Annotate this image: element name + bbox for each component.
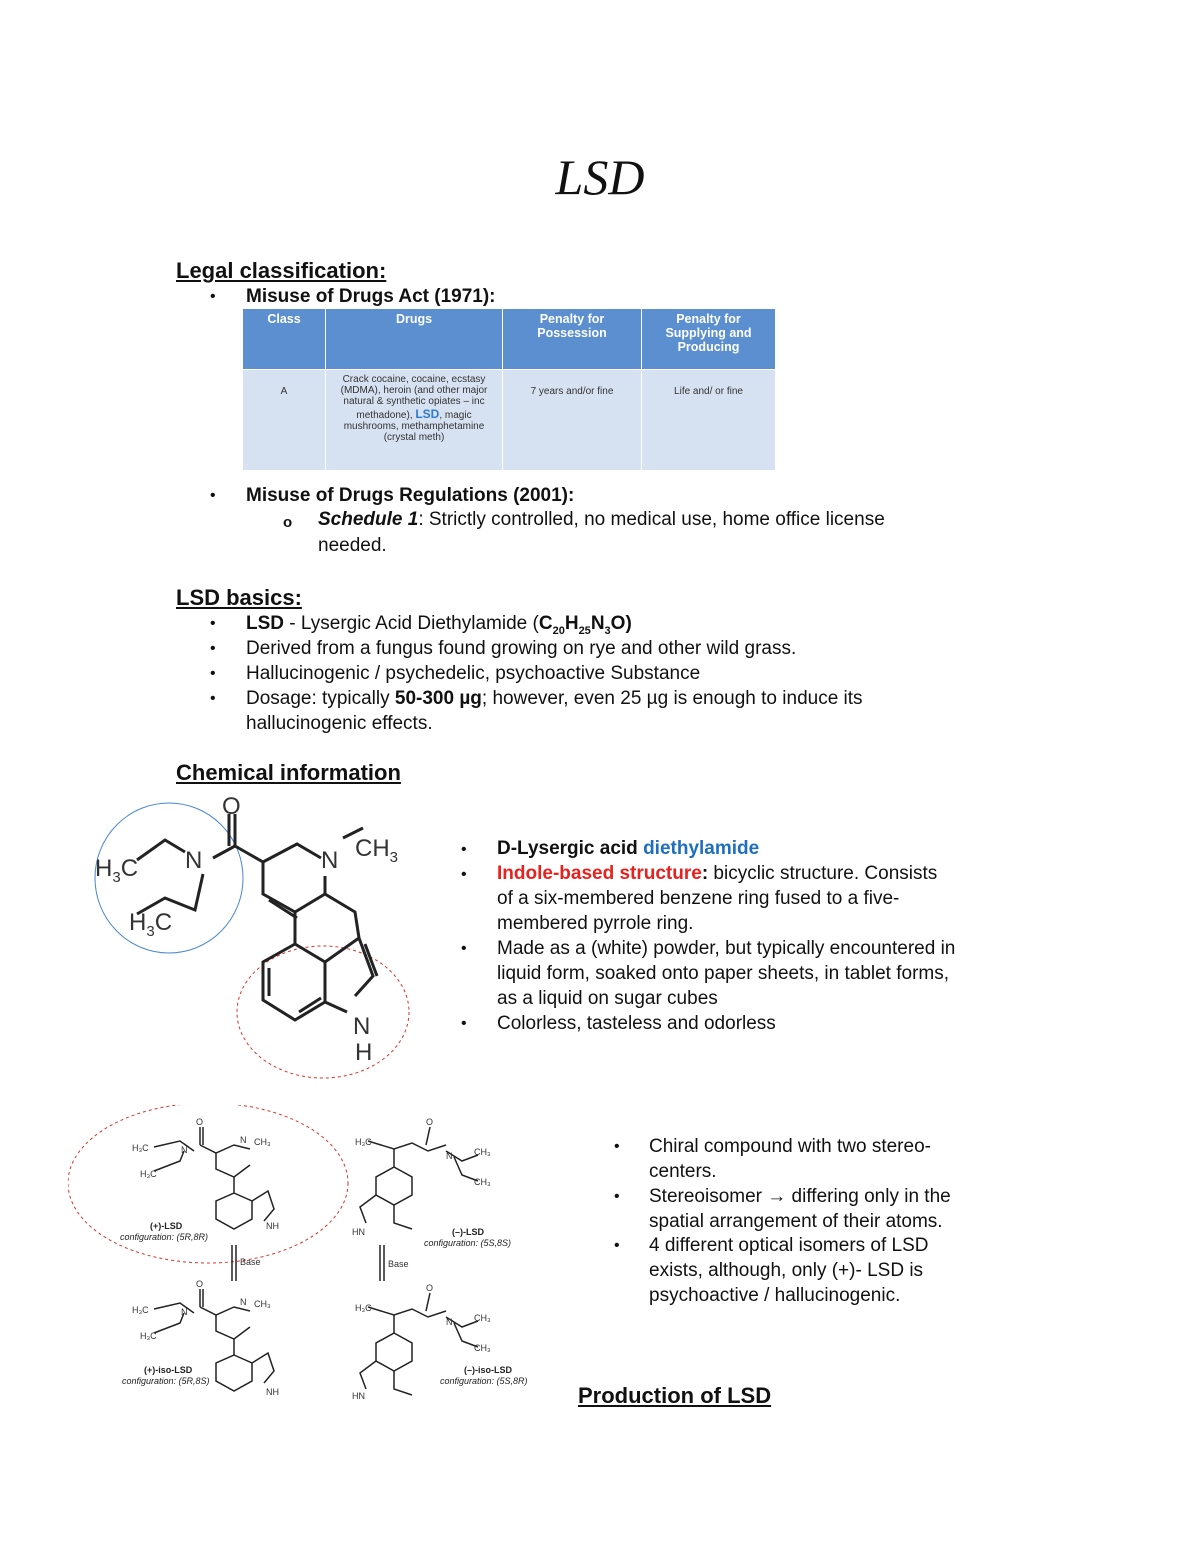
- stereo-b: differing only in the: [786, 1186, 951, 1207]
- svg-text:HN: HN: [352, 1391, 365, 1401]
- formula-close: ): [625, 613, 632, 634]
- table-cell-drugs: [326, 370, 503, 471]
- svg-text:NH: NH: [266, 1387, 279, 1397]
- svg-text:N: N: [240, 1135, 247, 1145]
- bullet: •: [210, 690, 216, 707]
- chem-heading: Chemical information: [176, 760, 401, 785]
- indole-colon: :: [701, 863, 709, 884]
- chem-item-indole: [497, 861, 1037, 886]
- arrow-icon: →: [767, 1186, 787, 1207]
- bullet: •: [461, 841, 467, 858]
- stereo-item-chiral: Chiral compound with two stereo-: [649, 1136, 931, 1157]
- svg-text:N: N: [321, 847, 339, 874]
- chem-item-form: Made as a (white) powder, but typically encountered in: [497, 938, 956, 959]
- chem-item-name: [497, 836, 759, 861]
- svg-text:N: N: [446, 1151, 453, 1161]
- svg-text:O: O: [196, 1279, 204, 1289]
- dosage-b: ; however, even 25 µg is enough to induce its: [481, 688, 863, 709]
- dosage-a: Dosage: typically: [246, 688, 395, 709]
- isomer-config-2: configuration: (5S,8S): [424, 1238, 512, 1248]
- table-cell-supplying: Life and/ or fine: [642, 370, 776, 471]
- svg-text:O: O: [426, 1283, 434, 1293]
- legal-item-act: Misuse of Drugs Act (1971):: [246, 286, 496, 307]
- bullet: •: [461, 1015, 467, 1032]
- isomer-name-1: (+)-LSD: [150, 1221, 183, 1231]
- svg-text:Base: Base: [240, 1257, 261, 1267]
- svg-text:H₃C: H₃C: [132, 1305, 149, 1315]
- schedule-text-cont: needed.: [318, 535, 387, 556]
- bullet: •: [210, 288, 216, 305]
- bullet: •: [210, 615, 216, 632]
- lsd-bold: LSD: [246, 613, 284, 634]
- lsd-bonds: [137, 814, 377, 1020]
- svg-text:O: O: [196, 1117, 204, 1127]
- table-header-class: Class: [243, 309, 326, 370]
- formula: $C_{20}H_{25}N_3O$: [538, 613, 626, 637]
- legal-heading: Legal classification:: [176, 258, 387, 283]
- svg-text:CH₃: CH₃: [474, 1177, 491, 1187]
- dosage-cont: hallucinogenic effects.: [246, 713, 433, 734]
- svg-text:N: N: [353, 1013, 371, 1040]
- svg-text:N: N: [446, 1317, 453, 1327]
- stereo-isomers-line-2: exists, although, only (+)- LSD is: [649, 1260, 924, 1281]
- bullet: •: [461, 866, 467, 883]
- bullet: •: [614, 1237, 620, 1254]
- drugs-text-before: Crack cocaine, cocaine, ecstasy (MDMA), heroin (and other major natural & synthetic opiates – inc methadone),: [340, 374, 488, 421]
- svg-text:Base: Base: [388, 1259, 409, 1269]
- table-cell-possession: 7 years and/or fine: [503, 370, 642, 471]
- chem-name-a: D-Lysergic acid: [497, 838, 644, 859]
- bullet: •: [210, 640, 216, 657]
- svg-text:HN: HN: [352, 1227, 365, 1237]
- svg-text:CH3: $CH_3$: [355, 835, 399, 866]
- chem-form-line-2: liquid form, soaked onto paper sheets, in tablet forms,: [497, 963, 950, 984]
- isomer-config-1: configuration: (5R,8R): [120, 1232, 209, 1242]
- drugs-text-lsd: LSD: [415, 407, 440, 421]
- table-header-drugs: Drugs: [326, 309, 503, 370]
- table-header-supplying: Penalty for Supplying and Producing: [642, 309, 776, 370]
- bullet: •: [461, 940, 467, 957]
- basics-item-type: Hallucinogenic / psychedelic, psychoactive Substance: [246, 663, 701, 684]
- bullet: •: [614, 1138, 620, 1155]
- production-heading: Production of LSD: [578, 1383, 772, 1408]
- svg-text:H3C: $H_3C$: [129, 909, 173, 940]
- svg-text:N: N: [185, 847, 203, 874]
- svg-text:H3C: $H_3C$: [95, 855, 139, 886]
- basics-item-origin: Derived from a fungus found growing on rye and other wild grass.: [246, 638, 797, 659]
- indole-text: bicyclic structure. Consists: [708, 863, 938, 884]
- isomer-name-4: (–)-iso-LSD: [464, 1365, 512, 1375]
- svg-text:NH: NH: [266, 1221, 279, 1231]
- indole-line-2: of a six-membered benzene ring fused to a five-: [497, 888, 900, 909]
- stereo-chiral-line-2: centers.: [649, 1161, 717, 1182]
- svg-text:O: O: [426, 1117, 434, 1127]
- classification-table: [242, 308, 776, 471]
- dosage-bold: 50-300 µg: [394, 688, 482, 709]
- legal-item-regulations: Misuse of Drugs Regulations (2001):: [246, 485, 575, 506]
- bullet: •: [614, 1188, 620, 1205]
- svg-text:CH₃: CH₃: [254, 1137, 271, 1147]
- isomer-name-2: (–)-LSD: [452, 1227, 484, 1237]
- table-header-possession: Penalty for Possession: [503, 309, 642, 370]
- stereo-item-stereoisomer: [649, 1184, 951, 1209]
- svg-text:N: N: [181, 1145, 188, 1155]
- stereoisomers-diagram: [68, 1105, 548, 1405]
- indole-red: Indole-based structure: [497, 863, 702, 884]
- svg-text:CH₃: CH₃: [474, 1147, 491, 1157]
- table-cell-class: A: [243, 370, 326, 471]
- stereo-line-2: spatial arrangement of their atoms.: [649, 1211, 943, 1232]
- lsd-desc: - Lysergic Acid Diethylamide (: [284, 613, 539, 634]
- svg-text:CH₃: CH₃: [474, 1343, 491, 1353]
- svg-text:H₃C: H₃C: [140, 1169, 157, 1179]
- sub-bullet: o: [283, 514, 293, 531]
- bullet: •: [210, 665, 216, 682]
- stereo-isomers-line-3: psychoactive / hallucinogenic.: [649, 1285, 901, 1306]
- svg-text:H: H: [355, 1039, 373, 1066]
- isomer-config-3: configuration: (5R,8S): [122, 1376, 210, 1386]
- svg-text:CH₃: CH₃: [254, 1299, 271, 1309]
- chem-form-line-3: as a liquid on sugar cubes: [497, 988, 718, 1009]
- svg-text:CH₃: CH₃: [474, 1313, 491, 1323]
- stereo-a: Stereoisomer: [649, 1186, 768, 1207]
- chem-name-b: diethylamide: [643, 838, 760, 859]
- svg-text:H₃C: H₃C: [355, 1137, 372, 1147]
- isomer-config-4: configuration: (5S,8R): [440, 1376, 528, 1386]
- indole-line-3: membered pyrrole ring.: [497, 913, 694, 934]
- stereo-item-isomers: 4 different optical isomers of LSD: [649, 1235, 929, 1256]
- table-row: [243, 370, 776, 471]
- svg-text:H₃C: H₃C: [140, 1331, 157, 1341]
- svg-text:H₃C: H₃C: [132, 1143, 149, 1153]
- bullet: •: [210, 487, 216, 504]
- svg-text:O: O: [222, 793, 241, 820]
- schedule-label: Schedule 1: [318, 509, 419, 530]
- drugs-text-after: , magic mushrooms, methamphetamine (crystal meth): [343, 410, 485, 443]
- isomer-name-3: (+)-iso-LSD: [144, 1365, 193, 1375]
- svg-text:N: N: [240, 1297, 247, 1307]
- svg-text:N: N: [181, 1307, 188, 1317]
- svg-text:H₃C: H₃C: [355, 1303, 372, 1313]
- basics-heading: LSD basics:: [176, 585, 302, 610]
- lsd-structure-diagram: [85, 790, 425, 1080]
- page-title: LSD: [555, 149, 645, 205]
- basics-item-dosage: [246, 686, 863, 711]
- chem-item-properties: Colorless, tasteless and odorless: [497, 1013, 776, 1034]
- schedule-line: [318, 507, 998, 532]
- schedule-text: : Strictly controlled, no medical use, home office license: [418, 509, 885, 530]
